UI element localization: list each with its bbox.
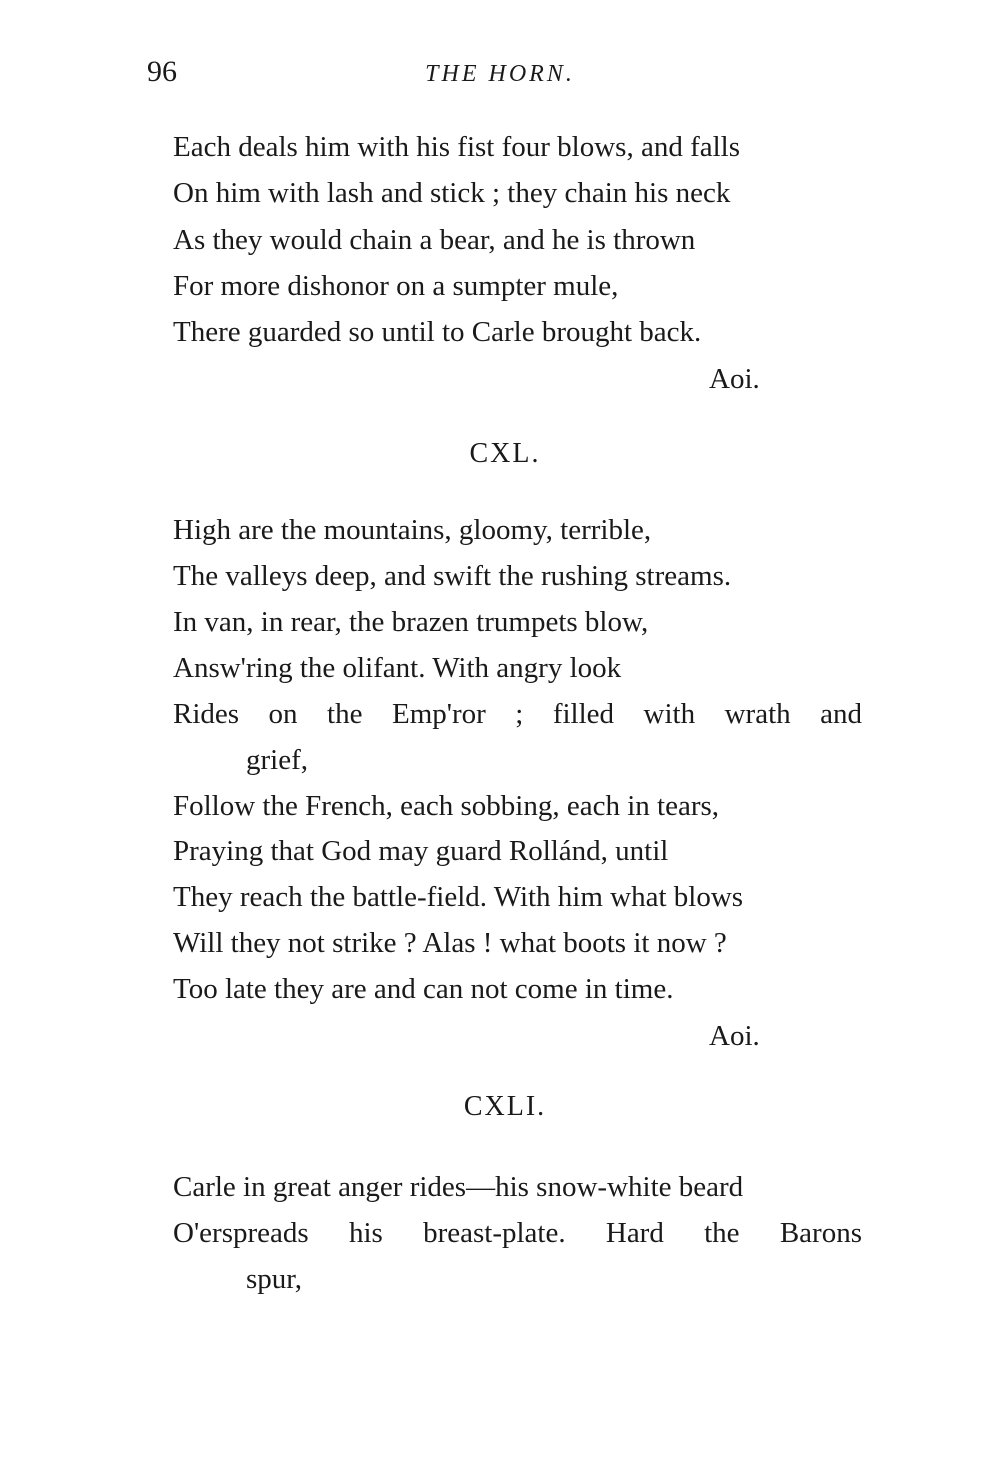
verse-line: In van, in rear, the brazen trumpets blow,: [173, 606, 649, 638]
verse-line: Each deals him with his fist four blows, and falls: [173, 131, 741, 163]
running-title: THE HORN.: [425, 61, 575, 87]
verse-line: Too late they are and can not come in time.: [173, 973, 674, 1005]
verse-line: There guarded so until to Carle brought back.: [173, 316, 702, 348]
verse-line: O'erspreads his breast-plate. Hard the Barons: [173, 1217, 862, 1249]
verse-line: As they would chain a bear, and he is thrown: [173, 224, 696, 256]
verse-line: For more dishonor on a sumpter mule,: [173, 270, 619, 302]
verse-line: Carle in great anger rides—his snow-white beard: [173, 1171, 744, 1203]
refrain-aoi: Aoi.: [709, 363, 760, 395]
stanza-heading: CXLI.: [463, 1091, 547, 1122]
verse-line: Praying that God may guard Rollánd, until: [173, 835, 669, 867]
verse-line-continuation: grief,: [246, 744, 308, 776]
verse-line: On him with lash and stick ; they chain his neck: [173, 177, 731, 209]
refrain-aoi: Aoi.: [709, 1020, 760, 1052]
verse-line: Follow the French, each sobbing, each in tears,: [173, 790, 720, 822]
verse-line: Will they not strike ? Alas ! what boots it now ?: [173, 927, 727, 959]
verse-line: The valleys deep, and swift the rushing streams.: [173, 560, 732, 592]
verse-line: High are the mountains, gloomy, terrible,: [173, 514, 652, 546]
verse-line-continuation: spur,: [246, 1263, 303, 1295]
page-number: 96: [147, 55, 177, 88]
verse-line: Rides on the Emp'ror ; filled with wrath and: [173, 698, 862, 730]
verse-line: They reach the battle-field. With him what blows: [173, 881, 744, 913]
stanza-heading: CXL.: [469, 438, 541, 469]
verse-line: Answ'ring the olifant. With angry look: [173, 652, 622, 684]
